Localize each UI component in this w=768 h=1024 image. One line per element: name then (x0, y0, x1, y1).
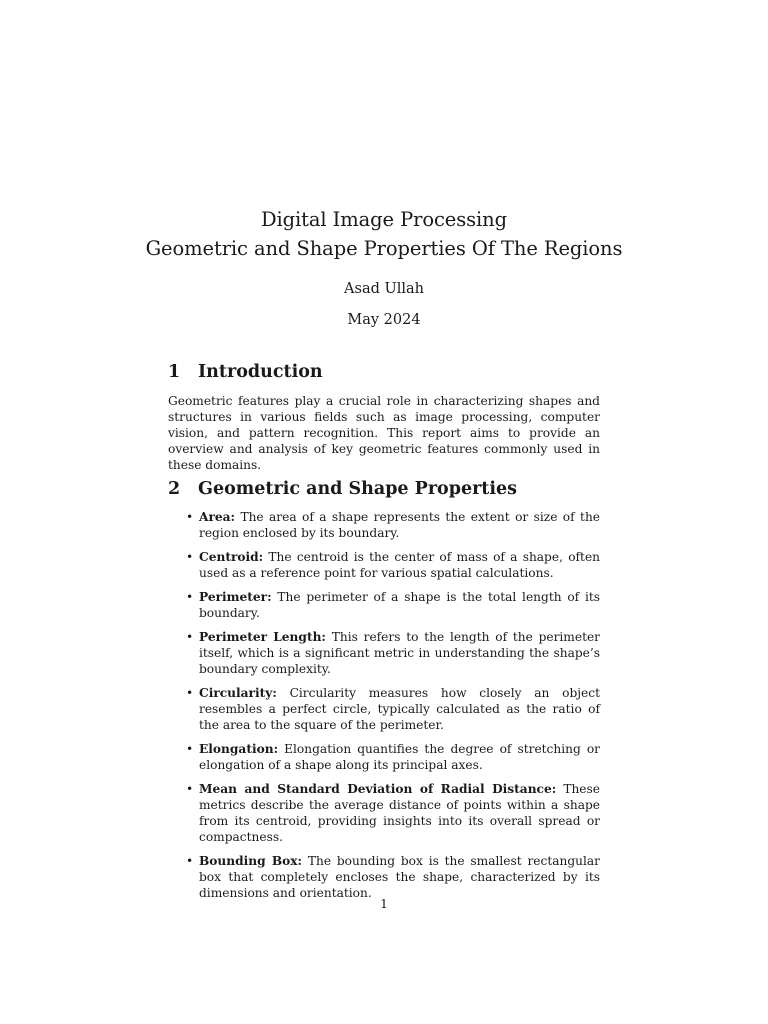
item-term: Bounding Box: (199, 854, 303, 868)
bullet-icon: • (186, 630, 194, 644)
item-term: Perimeter: (199, 590, 272, 604)
item-term: Centroid: (199, 550, 264, 564)
list-item (168, 589, 600, 621)
section-geometric-properties (168, 477, 600, 909)
section-number: 2 (168, 479, 181, 499)
bullet-icon: • (186, 590, 194, 604)
bullet-icon: • (186, 742, 194, 756)
list-item (168, 629, 600, 677)
item-text: Circularity measures how closely an object resembles a perfect circle, typically calculated as the ratio of the area to the square of the perimeter. (199, 686, 600, 732)
item-text: The centroid is the center of mass of a shape, often used as a reference point for various spatial calculations. (199, 550, 601, 580)
item-term: Area: (199, 510, 236, 524)
bullet-icon: • (186, 510, 194, 524)
item-text: This refers to the length of the perimeter itself, which is a significant metric in understanding the shape’s boundary complexity. (199, 630, 601, 676)
section-title: Geometric and Shape Properties (198, 479, 518, 499)
date: May 2024 (347, 312, 421, 328)
list-item (168, 853, 600, 901)
list-item (168, 509, 600, 541)
section-number: 1 (168, 362, 181, 382)
section-heading (168, 477, 600, 501)
item-term: Mean and Standard Deviation of Radial Distance: (199, 782, 557, 796)
property-list (168, 509, 600, 901)
list-item (168, 781, 600, 845)
list-item (168, 685, 600, 733)
title-block (0, 205, 768, 330)
item-text: The area of a shape represents the extent or size of the region enclosed by its boundary. (199, 510, 601, 540)
author: Asad Ullah (344, 281, 424, 297)
item-text: Elongation quantifies the degree of stretching or elongation of a shape along its principal axes. (199, 742, 600, 772)
title-line-1: Digital Image Processing (260, 208, 508, 231)
item-term: Perimeter Length: (199, 630, 326, 644)
item-text: The perimeter of a shape is the total length of its boundary. (199, 590, 600, 620)
bullet-icon: • (186, 550, 194, 564)
section-title: Introduction (198, 362, 323, 382)
introduction-paragraph: Geometric features play a crucial role in characterizing shapes and structures in various fields such as image processing, computer vision, and pattern recognition. This report aims to provide an overview and analysis of key geometric features commonly used in these domains. (168, 394, 600, 472)
bullet-icon: • (186, 686, 194, 700)
bullet-icon: • (186, 782, 194, 796)
section-introduction (168, 360, 600, 473)
list-item (168, 741, 600, 773)
title-line-2: Geometric and Shape Properties Of The Regions (145, 237, 623, 260)
section-heading (168, 360, 600, 384)
item-term: Elongation: (199, 742, 279, 756)
bullet-icon: • (186, 854, 194, 868)
page-number: 1 (380, 897, 388, 911)
item-text: The bounding box is the smallest rectangular box that completely encloses the shape, characterized by its dimensions and orientation. (199, 854, 600, 900)
item-text: These metrics describe the average distance of points within a shape from its centroid, providing insights into its overall spread or compactness. (199, 782, 600, 844)
item-term: Circularity: (199, 686, 277, 700)
list-item (168, 549, 600, 581)
